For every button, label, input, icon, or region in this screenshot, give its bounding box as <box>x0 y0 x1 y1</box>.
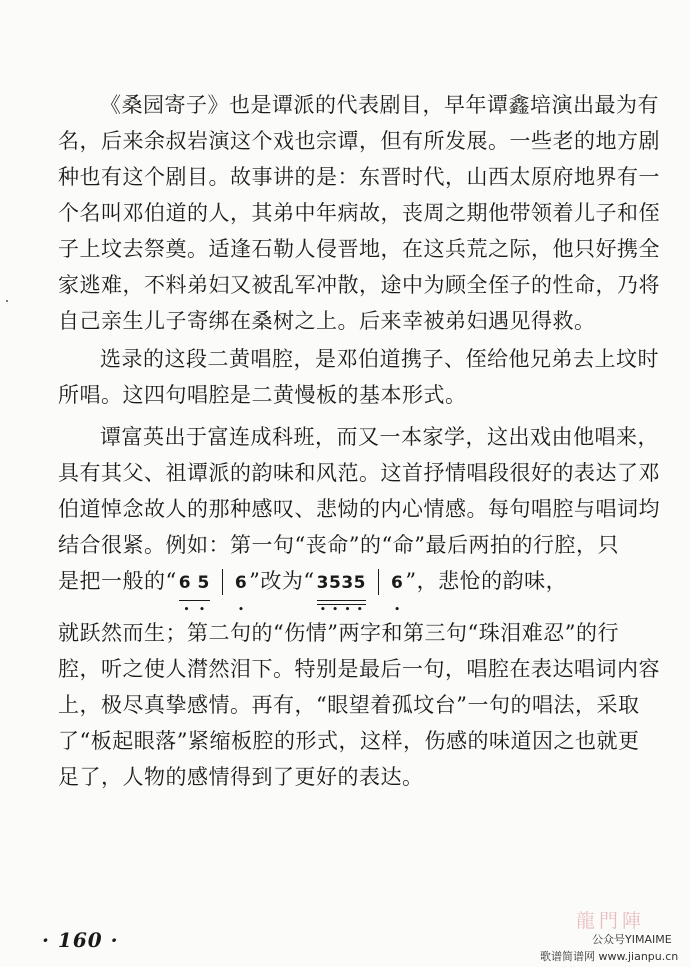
notation-changed-end <box>389 570 405 615</box>
text-line: 就跃然而生；第二句的“伤情”两字和第三句“珠泪难忍”的行 <box>58 621 619 645</box>
page-number: · 160 · <box>42 928 119 952</box>
text-line: 了“板起眼落”紧缩板腔的形式，这样，伤感的味道因之也就更 <box>58 729 640 753</box>
barline <box>222 569 223 595</box>
notation-changed <box>315 570 368 615</box>
text-line: 伯道悼念故人的那种感叹、悲恸的内心情感。每句唱腔与唱词均 <box>58 497 660 521</box>
text-line: 种也有这个剧目。故事讲的是：东晋时代，山西太原府地界有一 <box>58 165 660 189</box>
notation-digits: 3535 <box>316 573 366 593</box>
low-octave-dot: • <box>394 605 401 615</box>
notation-original-end <box>233 570 249 615</box>
text-line: 家逃难，不料弟妇又被乱军冲散，途中为顾全侄子的性命，乃将 <box>58 273 660 297</box>
watermark-logo: 龍門陣 <box>576 910 646 932</box>
text-line: 名，后来余叔岩演这个戏也宗谭，但有所发展。一些老的地方剧 <box>58 129 660 153</box>
notation-digits: 6 5 <box>178 573 210 593</box>
text-segment: ”，悲怆的韵味， <box>405 569 568 593</box>
text-line: 自己亲生儿子寄绑在桑树之上。后来幸被弟妇遇见得救。 <box>58 309 596 333</box>
low-octave-dot: • <box>238 605 244 615</box>
text-segment: 是把一般的“ <box>58 569 177 593</box>
low-octave-dots: • • <box>183 605 205 615</box>
notation-text-line <box>58 568 568 615</box>
text-segment: ”改为“ <box>249 569 315 593</box>
text-line: 谭富英出于富连成科班，而又一本家学，这出戏由他唱来， <box>100 425 659 449</box>
text-line: 结合很紧。例如：第一句“丧命”的“命”最后两拍的行腔，只 <box>58 533 619 557</box>
text-line: 子上坟去祭奠。适逢石勒人侵晋地，在这兵荒之际，他只好携全 <box>58 237 660 261</box>
text-line: 上，极尽真挚感情。再有，“眼望着孤坟台”一句的唱法，采取 <box>58 693 640 717</box>
notation-digit: 6 <box>390 573 404 593</box>
text-line: 所唱。这四句唱腔是二黄慢板的基本形式。 <box>58 383 467 407</box>
watermark-text: 公众号YIMAIME <box>592 933 672 946</box>
barline <box>378 569 379 595</box>
underline-single <box>179 600 210 601</box>
text-line: 足了，人物的感情得到了更好的表达。 <box>58 765 424 789</box>
text-line: 具有其父、祖谭派的韵味和风范。这首抒情唱段很好的表达了邓 <box>58 461 660 485</box>
notation-original <box>177 570 212 615</box>
text-line: 腔，听之使人潸然泪下。特别是最后一句，唱腔在表达唱词内容 <box>58 657 660 681</box>
watermark-text: 歌谱简谱网 www.jianpu.cn <box>540 950 679 963</box>
text-line: 选录的这段二黄唱腔，是邓伯道携子、侄给他兄弟去上坟时 <box>100 347 659 371</box>
scan-speck <box>6 300 8 302</box>
notation-digit: 6 <box>234 573 248 593</box>
text-line: 《桑园寄子》也是谭派的代表剧目，早年谭鑫培演出最为有 <box>100 93 659 117</box>
text-line: 个名叫邓伯道的人，其弟中年病故，丧周之期他带领着儿子和侄 <box>58 201 660 225</box>
low-octave-dots: • • • • <box>319 605 363 615</box>
underline-first <box>317 600 366 601</box>
